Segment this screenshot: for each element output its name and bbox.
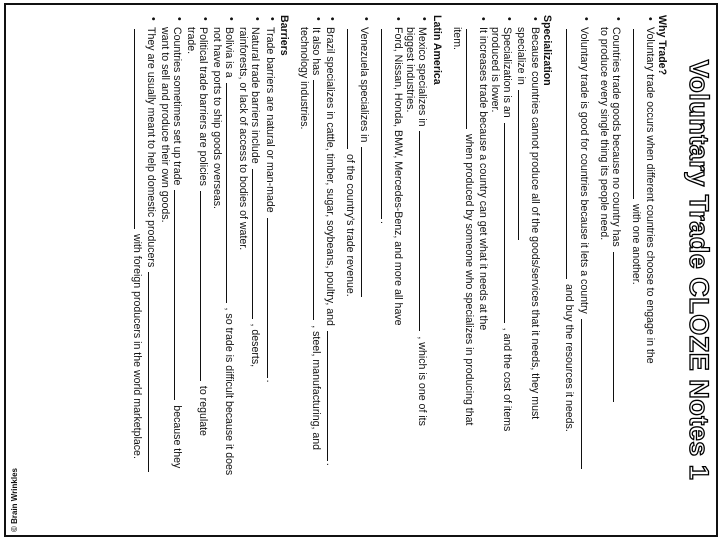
list-item: • Ford, Nissan, Honda, BMW, Mercedes-Benz, and more all have . xyxy=(378,15,404,520)
fill-blank[interactable] xyxy=(581,319,592,469)
fill-blank[interactable] xyxy=(504,123,515,323)
fill-blank[interactable] xyxy=(134,29,145,229)
fill-blank[interactable] xyxy=(347,29,358,149)
fill-blank[interactable] xyxy=(518,90,529,240)
list-item: • Venezuela specializes in of the country's trade revenue. xyxy=(344,15,372,520)
fill-blank[interactable] xyxy=(226,83,237,303)
list-item: • Trade barriers are natural or man-made . xyxy=(263,15,277,520)
list-item: • Voluntary trade is good for countries because it lets a country and buy the resources it needs. xyxy=(563,15,591,520)
fill-blank[interactable] xyxy=(313,80,324,320)
list-item: • It increases trade because a country can get what it needs at the when produced by someone who specializes in producing that item. xyxy=(451,15,489,520)
fill-blank[interactable] xyxy=(381,29,392,219)
specialization-list xyxy=(451,15,542,520)
worksheet-frame xyxy=(4,3,718,537)
fill-blank[interactable] xyxy=(174,190,185,400)
fill-blank[interactable] xyxy=(466,29,477,129)
fill-blank[interactable] xyxy=(361,147,372,297)
copyright-note: © Brain Wrinkles xyxy=(10,468,19,532)
notes-content xyxy=(126,15,668,520)
fill-blank[interactable] xyxy=(613,252,624,402)
barriers-list xyxy=(131,15,278,520)
list-item: • Because countries cannot produce all of the goods/services that it needs, they must specialize in xyxy=(515,15,541,520)
fill-blank[interactable] xyxy=(148,272,159,472)
list-item: • Political trade barriers are policies to regulate trade. xyxy=(185,15,211,520)
list-item: • Bolivia is a , so trade is difficult because it does not have ports to ship goods overseas. xyxy=(211,15,237,520)
why-trade-list xyxy=(563,15,656,520)
page-title: Voluntary Trade CLOZE Notes 1 xyxy=(684,59,714,481)
section-heading-barriers: Barriers xyxy=(277,15,290,56)
list-item: • Mexico specializes in , which is one of its biggest industries. xyxy=(404,15,430,520)
section-heading-why-trade: Why Trade? xyxy=(656,15,668,76)
fill-blank[interactable] xyxy=(200,191,211,381)
fill-blank[interactable] xyxy=(327,331,338,461)
rotated-page xyxy=(6,5,716,535)
list-item: • Specialization is an , and the cost of items produced is lower. xyxy=(489,15,515,520)
fill-blank[interactable] xyxy=(267,218,278,378)
fill-blank[interactable] xyxy=(420,131,431,331)
list-item: • Voluntary trade occurs when different countries choose to engage in the with one another. xyxy=(630,15,656,520)
list-item: • It also has , steel, manufacturing, and technology industries. xyxy=(298,15,324,520)
fill-blank[interactable] xyxy=(633,29,644,199)
list-item: • Natural trade barriers include , deserts, rainforests, or lack of access to bodies of water. xyxy=(237,15,263,520)
list-item: • Countries trade goods because no country has to produce every single thing its people need. xyxy=(598,15,624,520)
list-item: • Brazil specializes in cattle, timber, sugar, soybeans, poultry, and . xyxy=(324,15,338,520)
list-item: • They are usually meant to help domestic producers with foreign producers in the world marketplace. xyxy=(131,15,159,520)
section-heading-specialization: Specialization xyxy=(541,15,554,86)
list-item: • Countries sometimes set up trade because they want to sell and produce their own goods. xyxy=(159,15,185,520)
fill-blank[interactable] xyxy=(252,169,263,319)
section-heading-latin-america: Latin America xyxy=(430,15,443,85)
latin-america-list xyxy=(298,15,431,520)
fill-blank[interactable] xyxy=(566,29,577,279)
